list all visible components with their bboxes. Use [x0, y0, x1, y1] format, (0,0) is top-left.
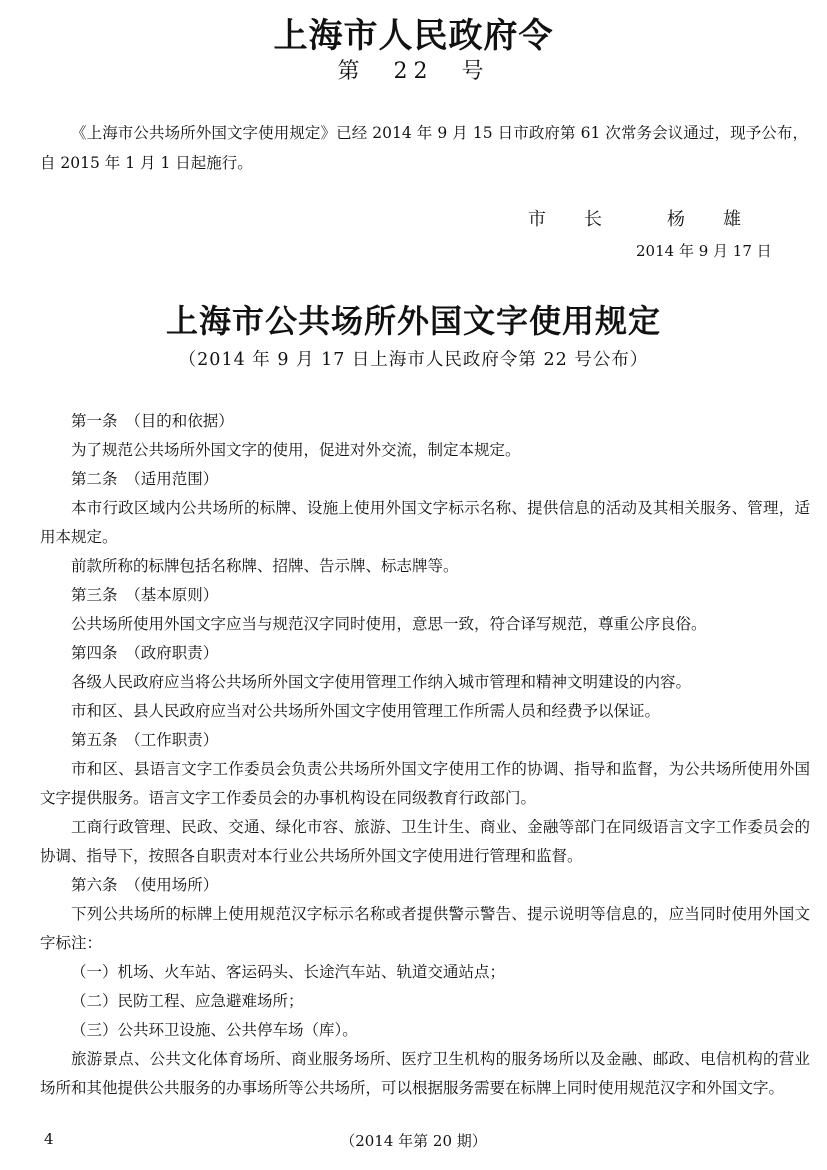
regulation-subtitle: （2014 年 9 月 17 日上海市人民政府令第 22 号公布）: [178, 350, 649, 370]
list-item: （一）机场、火车站、客运码头、长途汽车站、轨道交通站点；: [71, 963, 506, 981]
article-5-heading: 第五条 （工作职责）: [71, 731, 219, 749]
list-item: （三）公共环卫设施、公共停车场（库）。: [71, 1021, 358, 1039]
paragraph: 市和区、县人民政府应当对公共场所外国文字使用管理工作所需人员和经费予以保证。: [71, 702, 661, 720]
paragraph: 前款所称的标牌包括名称牌、招牌、告示牌、标志牌等。: [71, 557, 459, 575]
list-item: （二）民防工程、应急避难场所；: [71, 992, 304, 1010]
decree-number: 第 22 号: [337, 59, 490, 84]
regulation-body: [40, 407, 810, 1103]
signature-name: 杨 雄: [667, 209, 751, 230]
article-2-heading: 第二条 （适用范围）: [71, 470, 219, 488]
paragraph: 各级人民政府应当将公共场所外国文字使用管理工作纳入城市管理和精神文明建设的内容。: [71, 673, 692, 691]
article-1-heading: 第一条 （目的和依据）: [71, 412, 234, 430]
paragraph: 工商行政管理、民政、交通、绿化市容、旅游、卫生计生、商业、金融等部门在同级语言文字工作委员会的协调、指导下，按照各自职责对本行业公共场所外国文字使用进行管理和监督。: [40, 818, 810, 865]
paragraph: 公共场所使用外国文字应当与规范汉字同时使用，意思一致，符合译写规范，尊重公序良俗。: [71, 615, 707, 633]
article-6-heading: 第六条 （使用场所）: [71, 876, 219, 894]
signature-role: 市 长: [528, 209, 612, 230]
paragraph: 市和区、县语言文字工作委员会负责公共场所外国文字使用工作的协调、指导和监督，为公共场所使用外国文字提供服务。语言文字工作委员会的办事机构设在同级教育行政部门。: [40, 760, 810, 807]
signature: [528, 205, 751, 231]
paragraph: 本市行政区域内公共场所的标牌、设施上使用外国文字标示名称、提供信息的活动及其相关服务、管理，适用本规定。: [40, 499, 810, 546]
page-number: 4: [44, 1130, 54, 1148]
paragraph: 旅游景点、公共文化体育场所、商业服务场所、医疗卫生机构的服务场所以及金融、邮政、电信机构的营业场所和其他提供公共服务的办事场所等公共场所，可以根据服务需要在标牌上同时使用规范汉字和外国文字。: [40, 1050, 810, 1097]
article-4-heading: 第四条 （政府职责）: [71, 644, 219, 662]
paragraph: 为了规范公共场所外国文字的使用，促进对外交流，制定本规定。: [71, 441, 521, 459]
issue-label: （2014 年第 20 期）: [340, 1132, 487, 1150]
decree-text: 《上海市公共场所外国文字使用规定》已经 2014 年 9 月 15 日市政府第 61 次常务会议通过，现予公布，自 2015 年 1 月 1 日起施行。: [40, 124, 808, 172]
regulation-title: 上海市公共场所外国文字使用规定: [165, 302, 661, 340]
decree-title: 上海市人民政府令: [273, 16, 554, 56]
article-3-heading: 第三条 （基本原则）: [71, 586, 219, 604]
paragraph: 下列公共场所的标牌上使用规范汉字标示名称或者提供警示警告、提示说明等信息的，应当同时使用外国文字标注：: [40, 905, 810, 952]
decree-date: 2014 年 9 月 17 日: [636, 242, 772, 260]
